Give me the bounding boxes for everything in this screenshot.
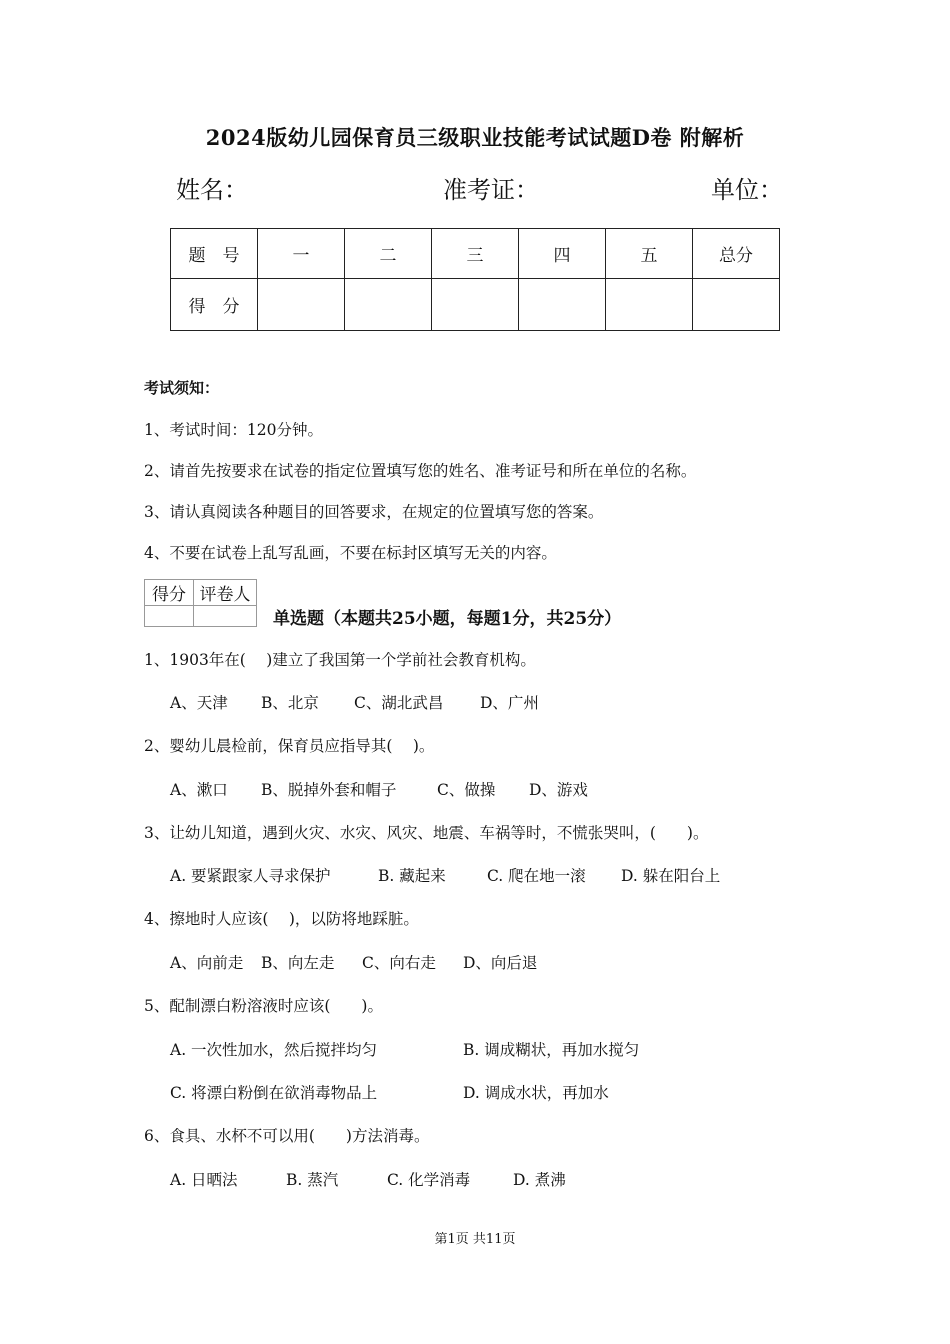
score-table-score-row bbox=[171, 279, 780, 331]
question-text: 4、擦地时人应该( )，以防将地踩脏。 bbox=[144, 910, 419, 928]
notice-item: 1、考试时间：120分钟。 bbox=[144, 421, 323, 439]
page-footer: 第1页 共11页 bbox=[434, 1232, 516, 1247]
option-c[interactable]: C、做操 bbox=[437, 781, 496, 799]
option-c[interactable]: C. 将漂白粉倒在欲消毒物品上 bbox=[170, 1084, 378, 1102]
grader-box bbox=[144, 579, 257, 627]
score-header-cell: 总分 bbox=[693, 229, 780, 279]
option-c[interactable]: C. 爬在地一滚 bbox=[487, 867, 586, 885]
score-cell[interactable] bbox=[345, 279, 432, 331]
score-cell[interactable] bbox=[606, 279, 693, 331]
score-row-label: 得 分 bbox=[171, 279, 258, 331]
score-table bbox=[170, 228, 780, 331]
grader-name-label: 评卷人 bbox=[194, 580, 257, 606]
score-header-cell: 题 号 bbox=[171, 229, 258, 279]
option-b[interactable]: B、向左走 bbox=[261, 954, 335, 972]
notice-item: 3、请认真阅读各种题目的回答要求，在规定的位置填写您的答案。 bbox=[144, 503, 604, 521]
option-b[interactable]: B. 调成糊状，再加水搅匀 bbox=[463, 1041, 640, 1059]
score-cell[interactable] bbox=[519, 279, 606, 331]
question-text: 2、婴幼儿晨检前，保育员应指导其( )。 bbox=[144, 737, 435, 755]
option-d[interactable]: D. 躲在阳台上 bbox=[621, 867, 721, 885]
notice-item: 2、请首先按要求在试卷的指定位置填写您的姓名、准考证号和所在单位的名称。 bbox=[144, 462, 697, 480]
score-header-cell: 五 bbox=[606, 229, 693, 279]
option-a[interactable]: A、向前走 bbox=[170, 954, 244, 972]
score-header-cell: 三 bbox=[432, 229, 519, 279]
option-d[interactable]: D、向后退 bbox=[463, 954, 538, 972]
option-b[interactable]: B. 蒸汽 bbox=[286, 1171, 339, 1189]
option-b[interactable]: B、北京 bbox=[261, 694, 319, 712]
unit-field-label: 单位： bbox=[711, 176, 783, 204]
option-c[interactable]: C、向右走 bbox=[362, 954, 436, 972]
option-d[interactable]: D. 煮沸 bbox=[513, 1171, 566, 1189]
option-b[interactable]: B. 藏起来 bbox=[378, 867, 446, 885]
score-cell[interactable] bbox=[432, 279, 519, 331]
option-a[interactable]: A. 一次性加水，然后搅拌均匀 bbox=[170, 1041, 378, 1059]
question-text: 5、配制漂白粉溶液时应该( )。 bbox=[144, 997, 383, 1015]
question-text: 3、让幼儿知道，遇到火灾、水灾、风灾、地震、车祸等时，不慌张哭叫，( )。 bbox=[144, 824, 709, 842]
option-c[interactable]: C. 化学消毒 bbox=[387, 1171, 471, 1189]
question-text: 1、1903年在( )建立了我国第一个学前社会教育机构。 bbox=[144, 651, 536, 669]
notice-heading: 考试须知： bbox=[144, 379, 220, 397]
notice-item: 4、不要在试卷上乱写乱画，不要在标封区填写无关的内容。 bbox=[144, 544, 557, 562]
document-title: 2024版幼儿园保育员三级职业技能考试试题D卷 附解析 bbox=[205, 125, 745, 150]
score-header-cell: 二 bbox=[345, 229, 432, 279]
name-field-label: 姓名： bbox=[176, 176, 248, 204]
score-header-cell: 一 bbox=[258, 229, 345, 279]
option-b[interactable]: B、脱掉外套和帽子 bbox=[261, 781, 397, 799]
exam-id-field-label: 准考证： bbox=[443, 176, 539, 204]
question-text: 6、食具、水杯不可以用( )方法消毒。 bbox=[144, 1127, 430, 1145]
option-a[interactable]: A、漱口 bbox=[170, 781, 228, 799]
grader-score-cell[interactable] bbox=[145, 606, 194, 627]
option-a[interactable]: A、天津 bbox=[170, 694, 228, 712]
section-heading: 单选题（本题共25小题，每题1分，共25分） bbox=[273, 609, 622, 629]
score-cell[interactable] bbox=[258, 279, 345, 331]
option-a[interactable]: A. 要紧跟家人寻求保护 bbox=[170, 867, 331, 885]
grader-score-label: 得分 bbox=[145, 580, 194, 606]
grader-name-cell[interactable] bbox=[194, 606, 257, 627]
score-header-cell: 四 bbox=[519, 229, 606, 279]
option-d[interactable]: D. 调成水状，再加水 bbox=[463, 1084, 609, 1102]
option-a[interactable]: A. 日晒法 bbox=[170, 1171, 238, 1189]
option-d[interactable]: D、广州 bbox=[480, 694, 539, 712]
option-c[interactable]: C、湖北武昌 bbox=[354, 694, 444, 712]
score-cell[interactable] bbox=[693, 279, 780, 331]
option-d[interactable]: D、游戏 bbox=[529, 781, 588, 799]
score-table-header-row bbox=[171, 229, 780, 279]
